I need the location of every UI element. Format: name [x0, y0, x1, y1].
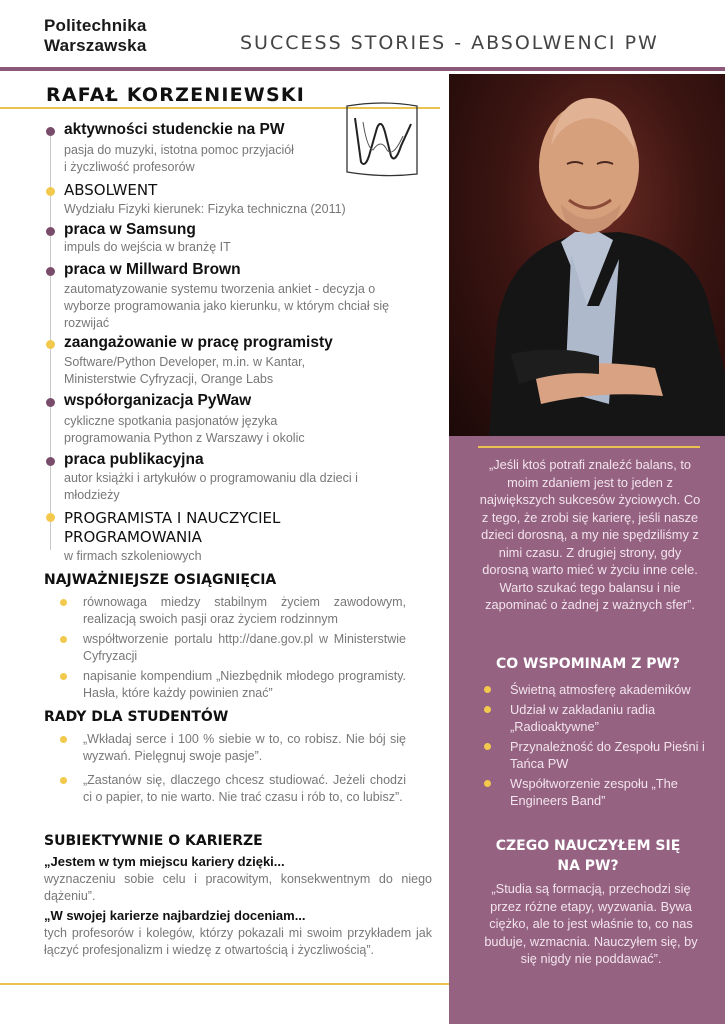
list-item: [60, 631, 406, 664]
timeline-dot: [46, 513, 55, 522]
timeline-desc: zautomatyzowanie systemu tworzenia ankiet - decyzja o wyborze programowania jako kierunku, w którym chciał się rozwijać: [64, 282, 390, 330]
list-item: [484, 701, 709, 736]
timeline-desc: pasja do muzyki, istotna pomoc przyjaciół i życzliwość profesorów: [64, 143, 294, 174]
bullet-dot: [60, 777, 67, 784]
advice-list: [60, 731, 406, 809]
timeline-title: aktywności studenckie na PW: [64, 121, 285, 138]
sidebar-quote: „Jeśli ktoś potrafi znaleźć balans, to moim zdaniem jest to jeden z największych sukcesów życiowych. Co z tego, że zrobi się karierę, jeśli nasze dzieci dorosną, a my nie spędziliśmy z nimi czasu. Z drugiej strony, gdy dorosną warto mieć w życiu inne cele. Warto szukać tego balansu i nie zapominać o żadnej z ważnych sfer”.: [479, 457, 701, 612]
logo-line-1: Politechnika: [44, 16, 147, 35]
list-item: [484, 681, 709, 699]
timeline-dot: [46, 267, 55, 276]
portrait-photo: [449, 74, 725, 436]
list-item: [60, 772, 406, 805]
timeline-title: praca publikacyjna: [64, 451, 204, 468]
timeline-dot: [46, 457, 55, 466]
list-item: [484, 775, 709, 810]
career-answer-2: tych profesorów i kolegów, którzy pokazali mi swoim przykładem jak łączyć profesjonalizm i wiedzę z otwartością i życzliwością”.: [44, 926, 432, 957]
bullet-dot: [60, 599, 67, 606]
quote-divider: [478, 446, 700, 448]
timeline-title: ABSOLWENT: [64, 181, 158, 199]
advice-text: „Wkładaj serce i 100 % siebie w to, co robisz. Nie bój się wyzwań. Pielęgnuj swoje pasje”.: [83, 732, 406, 763]
timeline-title: zaangażowanie w pracę programisty: [64, 334, 333, 351]
timeline-title: praca w Millward Brown: [64, 261, 241, 278]
list-item: [484, 738, 709, 773]
achievement-text: równowaga miedzy stabilnym życiem zawodowym, realizacją swoich pasji oraz życiem rodzinnym: [83, 595, 406, 626]
memories-heading: CO WSPOMINAM Z PW?: [495, 656, 681, 672]
portrait-illustration: [449, 74, 725, 436]
memory-text: Udział w zakładaniu radia „Radioaktywne”: [510, 701, 656, 734]
career-heading: SUBIEKTYWNIE O KARIERZE: [44, 833, 263, 849]
advice-heading: RADY DLA STUDENTÓW: [44, 709, 229, 725]
timeline-title: współorganizacja PyWaw: [64, 392, 252, 409]
timeline-dot: [46, 187, 55, 196]
timeline-desc: Software/Python Developer, m.in. w Kantar, Ministerstwie Cyfryzacji, Orange Labs: [64, 355, 306, 386]
list-item: [60, 594, 406, 627]
bottom-divider: [0, 983, 449, 985]
advice-text: „Zastanów się, dlaczego chcesz studiować. Jeżeli chodzi ci o papier, to nie warto. Nie trać czasu i rób to, co lubisz”.: [83, 773, 406, 804]
bullet-dot: [484, 686, 491, 693]
timeline-desc: cykliczne spotkania pasjonatów języka programowania Python z Warszawy i okolic: [64, 414, 305, 445]
achievements-heading: NAJWAŻNIEJSZE OSIĄGNIĘCIA: [44, 572, 277, 588]
achievements-list: [60, 594, 406, 705]
memory-text: Świetną atmosferę akademików: [510, 682, 691, 697]
timeline-desc: Wydziału Fizyki kierunek: Fizyka techniczna (2011): [64, 202, 346, 216]
university-logo: [44, 16, 147, 56]
signature-logo-icon: [343, 98, 421, 178]
list-item: [60, 668, 406, 701]
timeline-title: praca w Samsung: [64, 221, 196, 238]
bullet-dot: [60, 673, 67, 680]
memory-text: Przynależność do Zespołu Pieśni i Tańca PW: [510, 738, 705, 771]
timeline-desc: autor książki i artykułów o programowaniu dla dzieci i młodzieży: [64, 471, 358, 502]
achievement-text: współtworzenie portalu http://dane.gov.pl w Ministerstwie Cyfryzacji: [83, 632, 406, 663]
timeline-desc: impuls do wejścia w branżę IT: [64, 240, 231, 254]
career-answer-1: wyznaczeniu sobie celu i pracowitym, konsekwentnym do niego dążeniu”.: [44, 872, 432, 903]
list-item: [60, 731, 406, 764]
timeline-dot: [46, 340, 55, 349]
bullet-dot: [484, 743, 491, 750]
bullet-dot: [60, 636, 67, 643]
timeline-dot: [46, 398, 55, 407]
memory-text: Współtworzenie zespołu „The Engineers Band”: [510, 775, 678, 808]
bullet-dot: [484, 780, 491, 787]
timeline-dot: [46, 127, 55, 136]
learned-heading: CZEGO NAUCZYŁEM SIĘ NA PW?: [495, 838, 681, 874]
bullet-dot: [484, 706, 491, 713]
learned-text: „Studia są formacją, przechodzi się przez różne etapy, wyzwania. Bywa ciężko, ale to jest właśnie to, co nas buduje, wzmacnia. Nauczyłem się, by się nigdy nie poddawać”.: [484, 881, 698, 966]
timeline-title: PROGRAMISTA I NAUCZYCIEL PROGRAMOWANIA: [64, 509, 281, 546]
page-header-title: SUCCESS STORIES - ABSOLWENCI PW: [240, 32, 659, 54]
achievement-text: napisanie kompendium „Niezbędnik młodego programisty. Hasła, które każdy powinien znać”: [83, 669, 406, 700]
memories-list: [484, 681, 709, 811]
timeline-dot: [46, 227, 55, 236]
career-question-1: „Jestem w tym miejscu kariery dzięki...: [44, 854, 285, 869]
logo-line-2: Warszawska: [44, 36, 147, 55]
timeline-desc: w firmach szkoleniowych: [64, 549, 202, 563]
header-divider: [0, 67, 725, 71]
person-name: RAFAŁ KORZENIEWSKI: [46, 84, 306, 106]
career-question-2: „W swojej karierze najbardziej doceniam...: [44, 908, 306, 923]
bullet-dot: [60, 736, 67, 743]
